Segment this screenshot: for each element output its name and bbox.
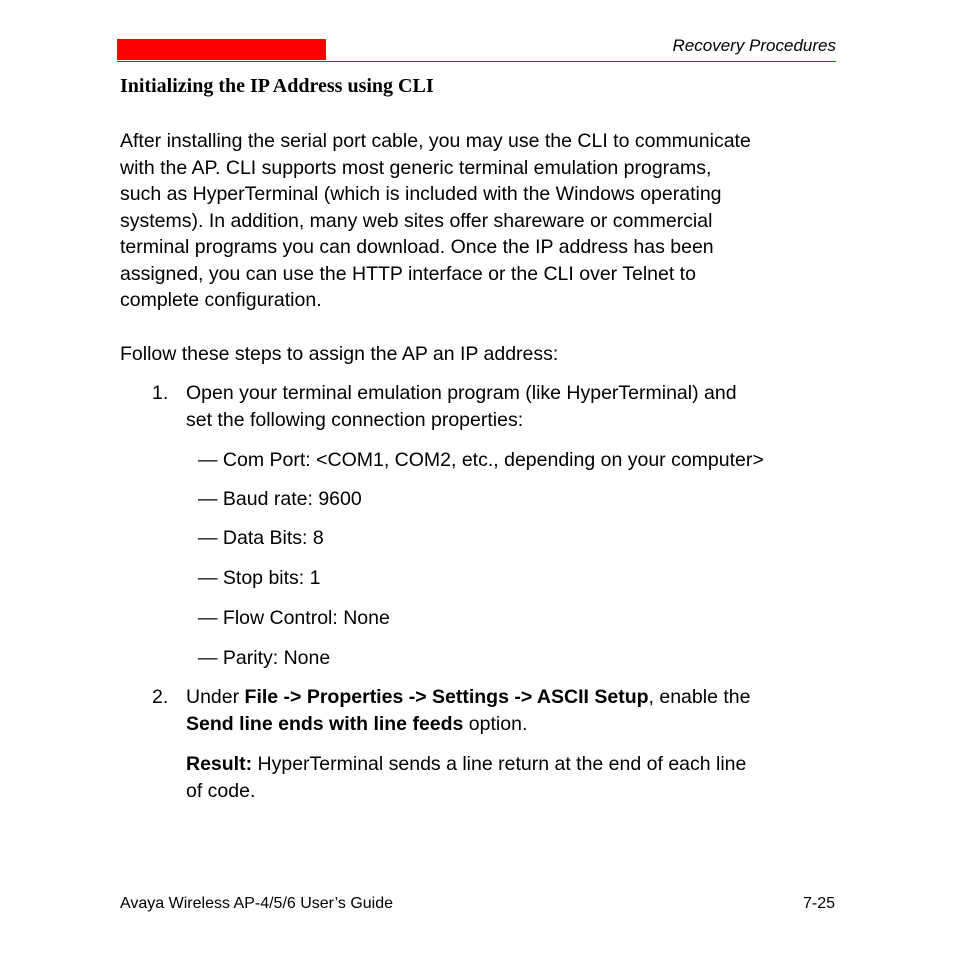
intro-paragraph xyxy=(120,128,840,314)
step-2-line-2 xyxy=(186,711,846,738)
result-line-2: of code. xyxy=(186,779,256,802)
step-2-text xyxy=(186,684,846,737)
step-2-text-option: option. xyxy=(463,712,528,735)
intro-line: complete configuration. xyxy=(120,289,322,311)
property-parity: — Parity: None xyxy=(198,647,331,669)
option-name: Send line ends with line feeds xyxy=(186,712,464,735)
result-label: Result: xyxy=(186,753,253,775)
running-header-title: Recovery Procedures xyxy=(672,36,836,55)
intro-line: After installing the serial port cable, you may use the CLI to communicate xyxy=(120,130,751,152)
intro-line: assigned, you can use the HTTP interface or the CLI over Telnet to xyxy=(120,262,696,285)
step-2-line-1 xyxy=(186,684,846,711)
step-1-number: 1. xyxy=(152,382,169,404)
step-1-line: Open your terminal emulation program (like HyperTerminal) and xyxy=(186,382,737,404)
property-baud-rate: — Baud rate: 9600 xyxy=(198,488,362,510)
result-paragraph xyxy=(186,751,846,804)
step-2-text-under: Under xyxy=(186,686,245,708)
menu-path: File -> Properties -> Settings -> ASCII Setup xyxy=(244,686,649,708)
lead-in-text: Follow these steps to assign the AP an IP address: xyxy=(120,343,559,365)
step-1-line: set the following connection properties: xyxy=(186,408,524,431)
property-data-bits: — Data Bits: 8 xyxy=(198,527,324,549)
intro-line: such as HyperTerminal (which is included with the Windows operating xyxy=(120,183,722,205)
result-text: HyperTerminal sends a line return at the end of each line xyxy=(252,753,747,775)
intro-line: systems). In addition, many web sites offer shareware or commercial xyxy=(120,209,713,232)
header-rule xyxy=(117,61,836,62)
header-red-bar xyxy=(117,39,326,60)
property-com-port: — Com Port: <COM1, COM2, etc., depending on your computer> xyxy=(198,449,764,471)
section-heading: Initializing the IP Address using CLI xyxy=(120,75,434,97)
property-flow-control: — Flow Control: None xyxy=(198,607,390,629)
property-stop-bits: — Stop bits: 1 xyxy=(198,567,321,589)
footer-page-number: 7-25 xyxy=(802,895,835,912)
step-2-text-enable: , enable the xyxy=(648,686,751,708)
footer-guide-title: Avaya Wireless AP-4/5/6 User’s Guide xyxy=(120,895,394,912)
step-2-number: 2. xyxy=(152,686,169,708)
result-line-1 xyxy=(186,751,846,778)
intro-line: with the AP. CLI supports most generic terminal emulation programs, xyxy=(120,156,712,179)
intro-line: terminal programs you can download. Once the IP address has been xyxy=(120,236,714,258)
step-1-text xyxy=(186,380,846,433)
